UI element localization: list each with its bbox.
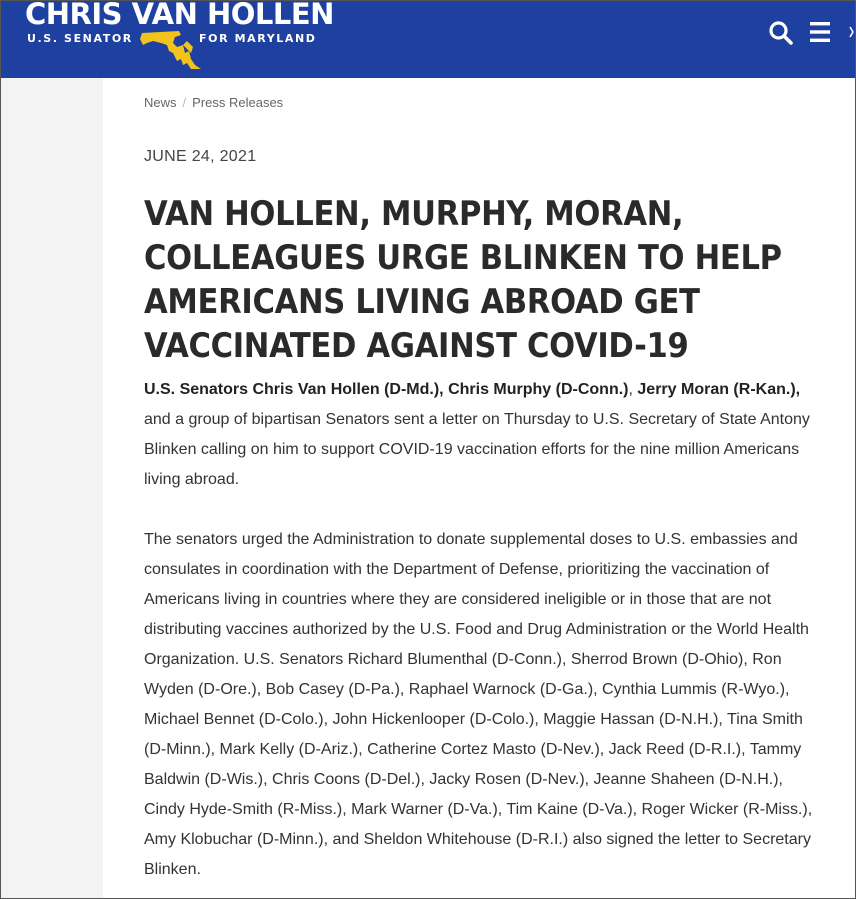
menu-icon[interactable] xyxy=(808,20,832,44)
logo-subtitle-right: FOR MARYLAND xyxy=(199,32,317,45)
search-icon[interactable] xyxy=(768,20,794,46)
maryland-map-icon xyxy=(139,29,203,69)
senator-van-hollen: U.S. Senators Chris Van Hollen (D-Md.) xyxy=(144,381,440,398)
breadcrumb-news[interactable]: News xyxy=(144,95,177,110)
left-gutter xyxy=(1,78,103,899)
breadcrumb-separator: / xyxy=(182,95,187,110)
site-logo-name[interactable]: CHRIS VAN HOLLEN xyxy=(25,0,334,31)
article-date: JUNE 24, 2021 xyxy=(144,148,257,165)
breadcrumb-press-releases[interactable]: Press Releases xyxy=(192,95,284,110)
senator-moran: Jerry Moran (R-Kan.), xyxy=(637,381,801,398)
site-header xyxy=(1,1,855,78)
article-paragraph-2: The senators urged the Administration to donate supplemental doses to U.S. embassies and consulates in coordination with the Department of Defense, prioritizing the vaccination of Americans living in countries where they are considered ineligible or in those that are not distributing vaccines authorized by the U.S. Food and Drug Administration or the World Health Organization. U.S. Senators Richard Blumenthal (D-Conn.), Sherrod Brown (D-Ohio), Ron Wyden (D-Ore.), Bob Casey (D-Pa.), Raphael Warnock (D-Ga.), Cynthia Lummis (R-Wyo.), Michael Bennet (D-Colo.), John Hickenlooper (D-Colo.), Maggie Hassan (D-N.H.), Tina Smith (D-Minn.), Mark Kelly (D-Ariz.), Catherine Cortez Masto (D-Nev.), Jack Reed (D-R.I.), Tammy Baldwin (D-Wis.), Chris Coons (D-Del.), Jacky Rosen (D-Nev.), Jeanne Shaheen (D-N.H.), Cindy Hyde-Smith (R-Miss.), Mark Warner (D-Va.), Tim Kaine (D-Va.), Roger Wicker (R-Miss.), Amy Klobuchar (D-Minn.), and Sheldon Whitehouse (D-R.I.) also signed the letter to Secretary Blinken. xyxy=(144,531,813,878)
paragraph-1-text: and a group of bipartisan Senators sent a letter on Thursday to U.S. Secretary of State Antony Blinken calling on him to support COVID-19 vaccination efforts for the nine million Americans living abroad. xyxy=(144,411,810,488)
logo-subtitle-left: U.S. SENATOR xyxy=(27,32,133,45)
edge-chevron-icon xyxy=(848,25,856,39)
comma: , xyxy=(628,381,633,398)
breadcrumb xyxy=(144,95,283,110)
article-title: VAN HOLLEN, MURPHY, MORAN, COLLEAGUES URGE BLINKEN TO HELP AMERICANS LIVING ABROAD GET VACCINATED AGAINST COVID-19 xyxy=(144,194,782,366)
comma: , xyxy=(439,381,444,398)
article-paragraph-1 xyxy=(144,375,819,495)
senator-murphy: Chris Murphy (D-Conn.) xyxy=(448,381,629,398)
